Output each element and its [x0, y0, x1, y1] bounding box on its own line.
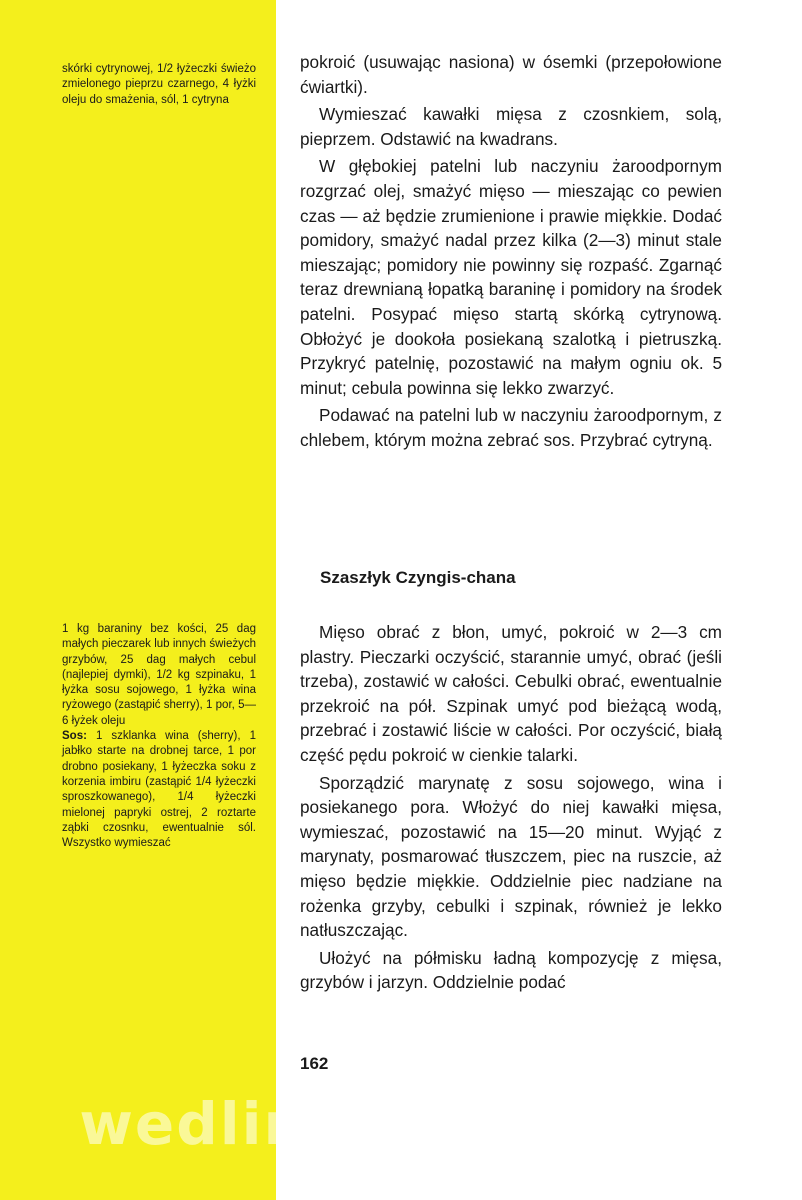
sauce-label: Sos: [62, 730, 87, 743]
recipe1-paragraph: W głębokiej patelni lub naczyniu żaroodpornym rozgrzać olej, smażyć mięso — mieszając co pewien czas — aż będzie zrumienione i prawie miękkie. Dodać pomidory, smażyć nadal przez kilka (2—3) minut stale mieszając; pomidory nie powinny się rozpaść. Zgarnąć teraz drewnianą łopatką baraninę i pomidory na środek patelni. Posypać mięso startą skórką cytrynową. Obłożyć je dookoła posiekaną szalotką i pietruszką. Przykryć patelnię, pozostawić na małym ogniu ok. 5 minut; cebula powinna się lekko zwarzyć. [300, 156, 722, 398]
recipe2-paragraph: Sporządzić marynatę z sosu sojowego, wina i posiekanego pora. Włożyć do niej kawałki mięsa, wymieszać, pozostawić na 15—20 minut. Wyjąć z marynaty, posmarować tłuszczem, piec na ruszcie, aż mięso będzie miękkie. Oddzielnie piec nadziane na rożenka grzyby, cebulki i szpinak, również je lekko natłuszczając. [300, 772, 722, 941]
recipe1-body [300, 50, 722, 456]
sauce-text: 1 szklanka wina (sherry), 1 jabłko starte na drobnej tarce, 1 por drobno posiekany, 1 łyżeczka soku z korzenia imbiru (zastąpić 1/4 łyżeczki sproszkowanego), 1/4 łyżeczki mielonej papryki ostrej, 2 roztarte ząbki czosnku, ewentualnie sól. Wszystko wymieszać [62, 730, 256, 850]
recipe2-paragraph: Mięso obrać z błon, umyć, pokroić w 2—3 cm plastry. Pieczarki oczyścić, starannie umyć, obrać (jeśli trzeba), zostawić w całości. Cebulki obrać, ewentualnie przekroić na pół. Szpinak umyć pod bieżącą wodą, przebrać i zostawić liście w całości. Por oczyścić, białą część pędu pokroić w cienkie talarki. [300, 622, 722, 765]
page-number: 162 [300, 1054, 329, 1073]
recipe1-paragraph: pokroić (usuwając nasiona) w ósemki (przepołowione ćwiartki). [300, 52, 722, 97]
recipe2-title: Szaszłyk Czyngis-chana [320, 568, 516, 587]
ingredients-szaszlyk [62, 622, 256, 851]
recipe2-body [300, 620, 722, 998]
ingredients-continued-text: skórki cytrynowej, 1/2 łyżeczki świeżo zmielonego pieprzu czarnego, 4 łyżki oleju do smażenia, sól, 1 cytryna [62, 63, 256, 106]
ingredients-list: 1 kg baraniny bez kości, 25 dag małych pieczarek lub innych świeżych grzybów, 25 dag małych cebul (najlepiej dymki), 1/2 kg szpinaku, 1 łyżka sosu sojowego, 1 łyżka wina ryżowego (zastąpić sherry), 1 por, 5—6 łyżek oleju [62, 623, 256, 727]
watermark: wedlinydomowe.pl [79, 1090, 723, 1158]
recipe2-paragraph: Ułożyć na półmisku ładną kompozycję z mięsa, grzybów i jarzyn. Oddzielnie podać [300, 947, 722, 993]
ingredient-sidebar [0, 0, 276, 1200]
ingredients-continued [62, 62, 256, 108]
sauce-ingredients [62, 729, 256, 851]
recipe1-paragraph: Podawać na patelni lub w naczyniu żaroodpornym, z chlebem, którym można zebrać sos. Przybrać cytryną. [300, 405, 722, 450]
recipe1-paragraph: Wymieszać kawałki mięsa z czosnkiem, solą, pieprzem. Odstawić na kwadrans. [300, 104, 722, 149]
